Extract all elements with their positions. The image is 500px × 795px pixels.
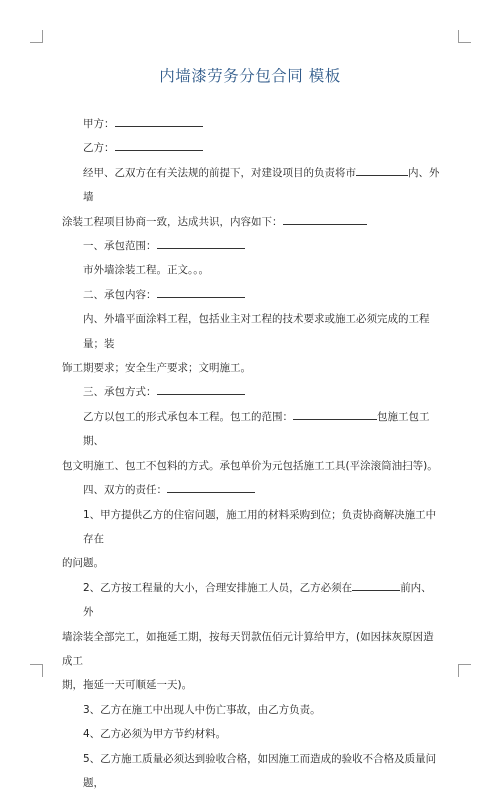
section-2-text-cont: 饰工期要求；安全生产要求；文明施工。 bbox=[62, 362, 251, 375]
section-3-heading bbox=[62, 380, 440, 404]
intro-text: 经甲、乙双方在有关法规的前提下，对建设项目的负责将市 bbox=[83, 166, 356, 179]
item-4: 4、乙方必须为甲方节约材料。 bbox=[83, 728, 227, 741]
party-b-label: 乙方： bbox=[83, 142, 115, 155]
method-blank bbox=[157, 383, 245, 395]
item-1-cont: 的问题。 bbox=[62, 557, 104, 570]
party-a-line bbox=[62, 112, 440, 136]
item-text: 2、乙方按工程量的大小，合理安排施工人员，乙方必须在 bbox=[83, 581, 353, 594]
document-body bbox=[62, 112, 440, 795]
crop-mark-bottom-right bbox=[458, 664, 471, 677]
deadline-blank bbox=[352, 579, 400, 591]
party-a-label: 甲方： bbox=[83, 118, 115, 130]
item-text: 前内、外 bbox=[83, 581, 432, 619]
section-3-text-cont: 包文明施工、包工不包料的方式。承包单价为元包括施工工具(平涂滚筒油扫等)。 bbox=[62, 459, 438, 472]
intro-text: 内、外墙 bbox=[83, 166, 440, 204]
labor-scope-blank bbox=[293, 408, 377, 420]
scope-blank bbox=[157, 237, 245, 249]
section-heading: 三、承包方式： bbox=[83, 386, 157, 399]
crop-mark-bottom-left bbox=[30, 664, 43, 677]
section-2-text: 内、外墙平面涂料工程，包括业主对工程的技术要求或施工必须完成的工程量；装 bbox=[83, 313, 430, 350]
section-4-heading bbox=[62, 478, 440, 502]
section-3-text bbox=[62, 405, 440, 454]
section-heading: 一、承包范围： bbox=[83, 240, 157, 253]
party-b-blank bbox=[115, 139, 203, 151]
section-heading: 二、承包内容： bbox=[83, 288, 157, 301]
section-text: 乙方以包工的形式承包本工程。包工的范围： bbox=[83, 410, 293, 423]
content-scope-blank bbox=[157, 286, 245, 298]
item-2-cont-2: 期，拖延一天可顺延一天)。 bbox=[62, 679, 193, 692]
item-1: 1、甲方提供乙方的住宿问题，施工用的材料采购到位；负责协商解决施工中存在 bbox=[83, 508, 437, 545]
intro-text: 涂装工程项目协商一致，达成共识，内容如下： bbox=[62, 215, 283, 228]
city-blank bbox=[356, 164, 408, 176]
item-5: 5、乙方施工质量必须达到验收合格，如因施工而造成的验收不合格及质量问题， bbox=[83, 752, 437, 789]
party-b-line bbox=[62, 136, 440, 160]
section-1-text: 市外墙涂装工程。正文。。。 bbox=[83, 264, 209, 277]
intro-paragraph-cont bbox=[62, 210, 440, 234]
section-text: 包施工包工期、 bbox=[83, 410, 430, 448]
document-title: 内墙漆劳务分包合同 模板 bbox=[159, 67, 341, 85]
content-blank bbox=[283, 213, 367, 225]
item-2 bbox=[62, 576, 440, 625]
item-2-cont: 墙涂装全部完工，如拖延工期，按每天罚款伍佰元计算给甲方，(如因抹灰原因造成工 bbox=[62, 630, 434, 667]
intro-paragraph bbox=[62, 161, 440, 210]
party-a-blank bbox=[115, 115, 203, 127]
section-heading: 四、双方的责任： bbox=[83, 484, 167, 497]
section-1-heading bbox=[62, 234, 440, 258]
duties-blank bbox=[167, 481, 255, 493]
crop-mark-top-left bbox=[30, 30, 43, 43]
item-3: 3、乙方在施工中出现人中伤亡事故，由乙方负责。 bbox=[83, 703, 321, 716]
section-2-heading bbox=[62, 283, 440, 307]
crop-mark-top-right bbox=[458, 30, 471, 43]
